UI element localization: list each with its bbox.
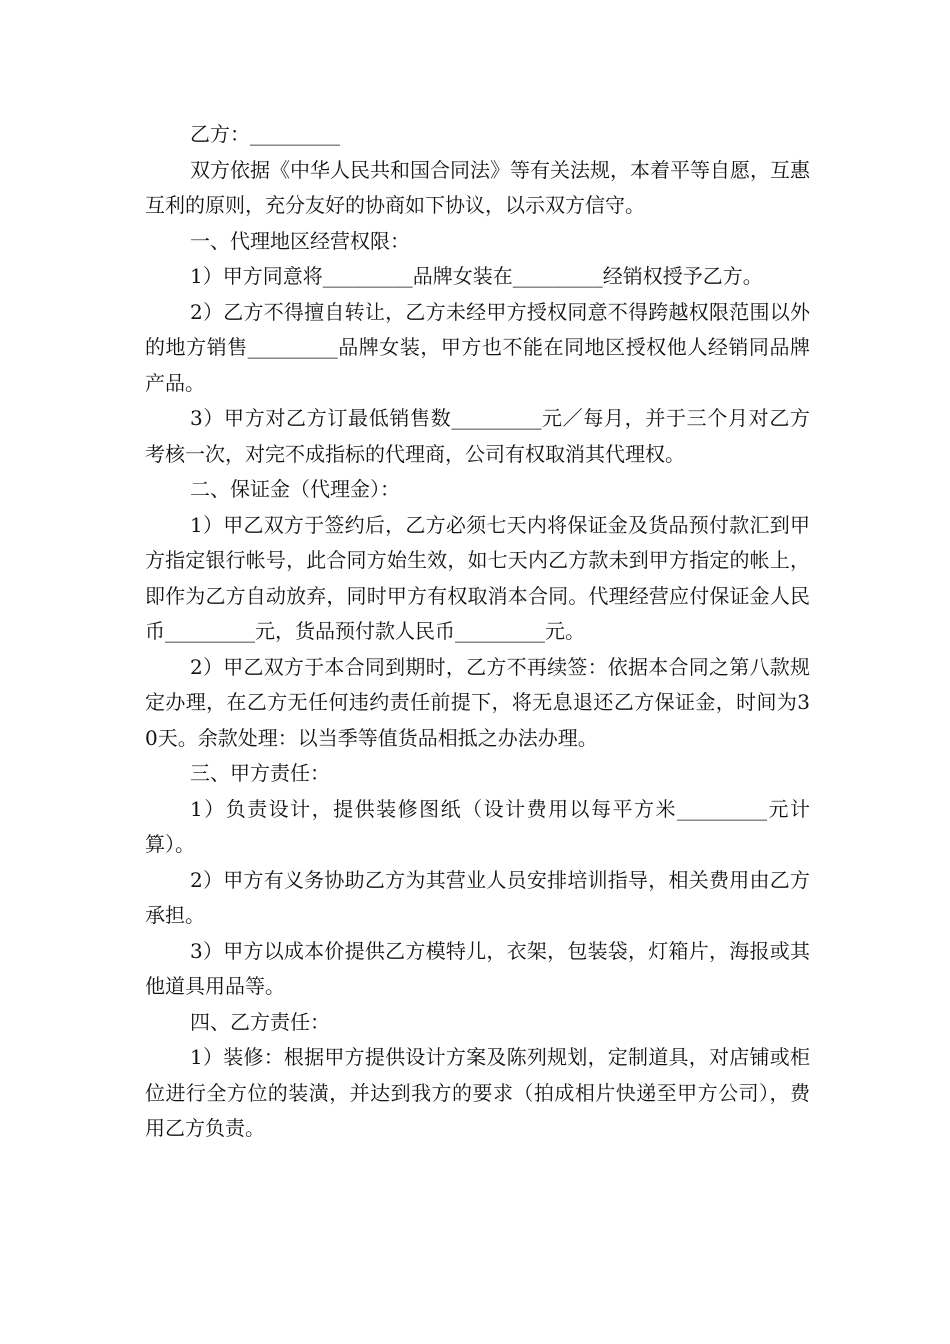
- clause-2-2: 2）甲乙双方于本合同到期时，乙方不再续签：依据本合同之第八款规定办理，在乙方无任何违约责任前提下，将无息退还乙方保证金，时间为30天。余款处理：以当季等值货品相抵之办法办理。: [145, 654, 810, 750]
- section-heading-party-a-duties: 三、甲方责任：: [190, 761, 330, 785]
- document-body: [145, 117, 810, 1147]
- section-heading-party-b-duties: 四、乙方责任：: [190, 1009, 330, 1034]
- clause-1-3: 3）甲方对乙方订最低销售数_________元／每月，并于三个月对乙方考核一次，对完不成指标的代理商，公司有权取消其代理权。: [145, 406, 810, 466]
- section-heading-agency-rights: 一、代理地区经营权限：: [190, 228, 410, 253]
- clause-3-1: 1）负责设计，提供装修图纸（设计费用以每平方米_________元计算）。: [145, 796, 810, 856]
- section-heading-deposit: 二、保证金（代理金）：: [190, 477, 400, 501]
- preamble-paragraph: 双方依据《中华人民共和国合同法》等有关法规，本着平等自愿，互惠互利的原则，充分友好的协商如下协议，以示双方信守。: [145, 157, 810, 217]
- clause-1-1: 1）甲方同意将_________品牌女装在_________经销权授予乙方。: [190, 264, 763, 288]
- clause-3-2: 2）甲方有义务协助乙方为其营业人员安排培训指导，相关费用由乙方承担。: [145, 867, 810, 927]
- party-b-line: 乙方：_________: [190, 122, 340, 146]
- clause-3-3: 3）甲方以成本价提供乙方模特儿，衣架，包装袋，灯箱片，海报或其他道具用品等。: [145, 938, 810, 998]
- clause-2-1: 1）甲乙双方于签约后，乙方必须七天内将保证金及货品预付款汇到甲方指定银行帐号，此合同方始生效，如七天内乙方款未到甲方指定的帐上，即作为乙方自动放弃，同时甲方有权取消本合同。代理经营应付保证金人民币_________元，货品预付款人民币_________元。: [145, 512, 810, 643]
- clause-4-1: 1）装修：根据甲方提供设计方案及陈列规划，定制道具，对店铺或柜位进行全方位的装潢，并达到我方的要求（拍成相片快递至甲方公司），费用乙方负责。: [145, 1045, 810, 1140]
- clause-1-2: 2）乙方不得擅自转让，乙方未经甲方授权同意不得跨越权限范围以外的地方销售_________品牌女装，甲方也不能在同地区授权他人经销同品牌产品。: [145, 299, 810, 395]
